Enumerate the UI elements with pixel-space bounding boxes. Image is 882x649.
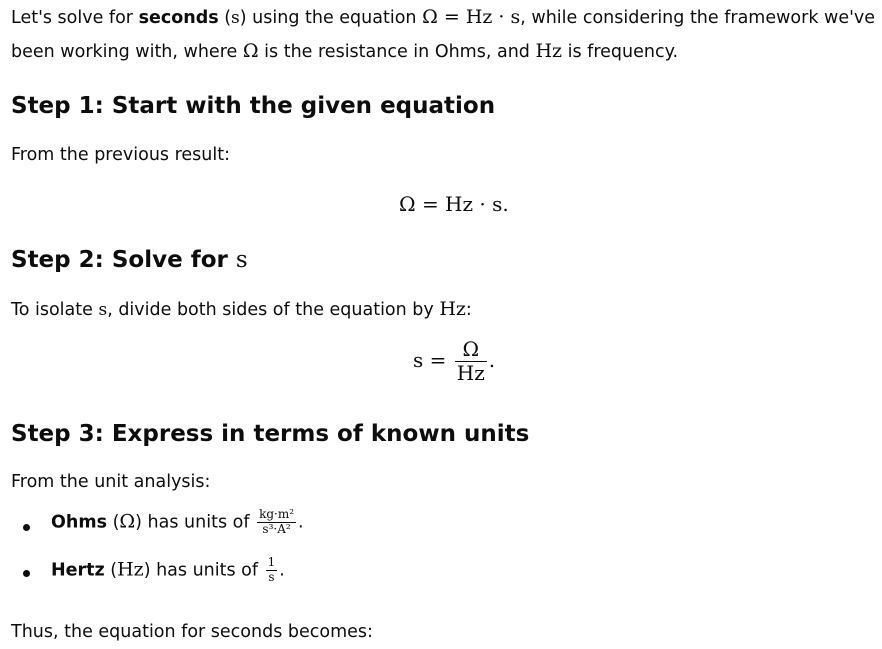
step3-heading: Step 3: Express in terms of known units — [11, 421, 530, 447]
math-symbol-hz: Hz — [117, 558, 144, 581]
intro-text: , while considering the framework we've — [520, 8, 876, 28]
step2-text — [11, 292, 472, 327]
fraction-numerator: kg·m² — [259, 507, 295, 521]
step2-heading — [11, 245, 248, 275]
bullet-dot — [23, 524, 30, 531]
equation-lhs: s = — [413, 348, 447, 372]
equation-period: . — [488, 348, 496, 372]
bullet-period: . — [279, 560, 285, 581]
intro-line-2 — [11, 34, 678, 69]
inline-equation: Ω = Hz · s — [422, 6, 521, 28]
math-symbol-ohm: Ω — [119, 510, 136, 533]
intro-text: is frequency. — [562, 42, 679, 62]
intro-text: Let's solve for — [11, 8, 139, 28]
fraction-denominator: Hz — [456, 361, 485, 385]
fraction-denominator: s — [268, 569, 275, 584]
bullet-dot — [23, 570, 30, 577]
step1-text: From the previous result: — [11, 145, 230, 165]
fraction — [455, 338, 487, 385]
list-item-body — [51, 556, 285, 585]
bullet-text: ) has units of — [143, 560, 264, 581]
bullet-text: ( — [107, 512, 120, 533]
intro-text: been working with, where — [11, 42, 243, 62]
bullet-period: . — [298, 512, 304, 533]
step2-display-equation — [413, 338, 495, 385]
intro-text: ) using the equation — [239, 8, 423, 28]
conclusion-text: Thus, the equation for seconds becomes: — [11, 622, 373, 642]
bullet-bold-ohms: Ohms — [51, 512, 107, 533]
math-symbol-s: s — [235, 247, 248, 273]
intro-text: ( — [218, 8, 232, 28]
unit-fraction — [266, 556, 278, 585]
fraction-numerator: Ω — [462, 337, 480, 361]
step2-text-part: : — [465, 300, 472, 320]
bullet-text: ) has units of — [135, 512, 256, 533]
intro-line-1 — [11, 0, 875, 35]
bullet-bold-hertz: Hertz — [51, 560, 105, 581]
step3-text: From the unit analysis: — [11, 472, 211, 492]
math-symbol-s: s — [231, 8, 240, 28]
bullet-text: ( — [104, 560, 118, 581]
math-symbol-hz: Hz — [439, 298, 466, 320]
math-symbol-ohm: Ω — [242, 40, 259, 62]
math-symbol-s: s — [98, 300, 108, 320]
fraction-numerator: 1 — [267, 555, 276, 569]
fraction-denominator: s³·A² — [262, 521, 291, 536]
list-item-body — [51, 508, 304, 537]
step1-heading: Step 1: Start with the given equation — [11, 93, 496, 119]
intro-text: is the resistance in Ohms, and — [258, 42, 536, 62]
step2-text-part: , divide both sides of the equation by — [107, 300, 440, 320]
step1-display-equation: Ω = Hz · s. — [399, 192, 509, 216]
unit-fraction — [257, 508, 296, 537]
math-symbol-hz: Hz — [535, 40, 563, 62]
intro-bold-seconds: seconds — [138, 8, 219, 28]
step2-heading-text: Step 2: Solve for — [11, 247, 236, 273]
step2-text-part: To isolate — [11, 300, 99, 320]
